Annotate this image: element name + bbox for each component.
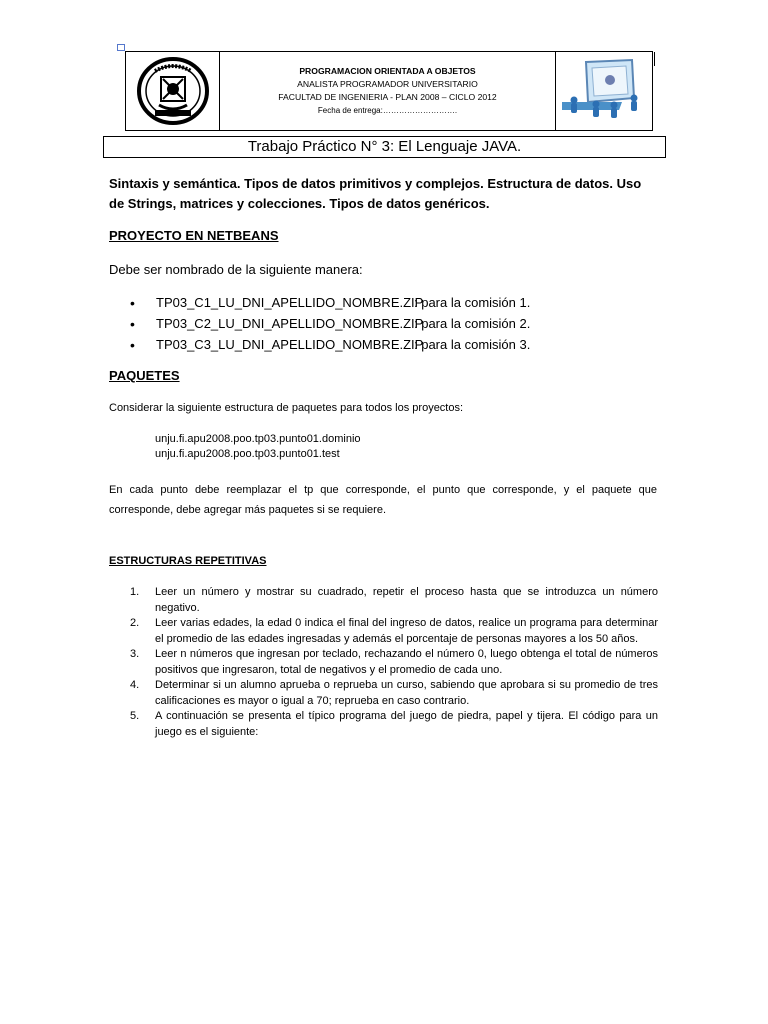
document-title: Trabajo Práctico N° 3: El Lenguaje JAVA. [103, 136, 666, 158]
zip-name: TP03_C1_LU_DNI_APELLIDO_NOMBRE.ZIP [156, 295, 424, 310]
people-computer-logo [556, 52, 652, 130]
package-list [155, 432, 361, 462]
header-table [125, 51, 653, 131]
university-seal-icon [133, 55, 213, 127]
proyecto-heading: PROYECTO EN NETBEANS [109, 228, 279, 243]
list-item [130, 647, 658, 678]
list-item [130, 678, 658, 709]
bullet-icon: • [130, 294, 135, 311]
due-date: Fecha de entrega:………………………. [317, 106, 458, 115]
item-number: 2. [130, 617, 140, 629]
zip-name: TP03_C2_LU_DNI_APELLIDO_NOMBRE.ZIP [156, 316, 424, 331]
zip-desc: : para la comisión 1. [414, 295, 531, 310]
list-item [130, 585, 658, 616]
header-text [220, 52, 556, 130]
proyecto-lead: Debe ser nombrado de la siguiente manera: [109, 262, 363, 277]
zip-name: TP03_C3_LU_DNI_APELLIDO_NOMBRE.ZIP [156, 337, 424, 352]
intro-paragraph: Sintaxis y semántica. Tipos de datos primitivos y complejos. Estructura de datos. Uso de Strings, matrices y colecciones. Tipos de datos genéricos. [109, 176, 642, 211]
university-seal [126, 52, 220, 130]
zip-desc: : para la comisión 2. [414, 316, 531, 331]
estructuras-heading: ESTRUCTURAS REPETITIVAS [109, 555, 267, 567]
paquetes-lead: Considerar la siguiente estructura de paquetes para todos los proyectos: [109, 402, 464, 414]
bullet-icon: • [130, 315, 135, 332]
list-item [130, 313, 530, 334]
item-text: Leer un número y mostrar su cuadrado, repetir el proceso hasta que se introduzca un número negativo. [155, 586, 658, 614]
package-test: unju.fi.apu2008.poo.tp03.punto01.test [155, 448, 340, 460]
faculty-plan: FACULTAD DE INGENIERIA - PLAN 2008 – CICLO 2012 [278, 92, 497, 102]
item-number: 5. [130, 710, 140, 722]
item-text: Leer varias edades, la edad 0 indica el final del ingreso de datos, realice un programa para determinar el promedio de las edades ingresadas y además el porcentaje de personas mayores a los 50 años. [155, 617, 658, 645]
career-name: ANALISTA PROGRAMADOR UNIVERSITARIO [297, 79, 478, 89]
item-text: A continuación se presenta el típico programa del juego de piedra, papel y tijera. El código para un juego es el siguiente: [155, 710, 658, 738]
image-placeholder-icon [117, 44, 125, 51]
paquetes-note: En cada punto debe reemplazar el tp que corresponde, el punto que corresponde, y el paquete que corresponde, debe agregar más paquetes si se requiere. [109, 484, 657, 516]
item-number: 3. [130, 648, 140, 660]
paquetes-heading: PAQUETES [109, 368, 180, 383]
item-number: 4. [130, 679, 140, 691]
list-item [130, 616, 658, 647]
list-item [130, 709, 658, 740]
list-item [130, 292, 530, 313]
course-name: PROGRAMACION ORIENTADA A OBJETOS [299, 66, 476, 76]
bullet-icon: • [130, 336, 135, 353]
item-number: 1. [130, 586, 140, 598]
proyecto-list [130, 292, 530, 355]
list-item [130, 334, 530, 355]
zip-desc: : para la comisión 3. [414, 337, 531, 352]
item-text: Determinar si un alumno aprueba o reprueba un curso, sabiendo que aprobara si su promedio de tres calificaciones es mayor o igual a 70; reprueba en caso contrario. [155, 679, 658, 707]
exercise-list [130, 585, 658, 740]
edge-mark [654, 52, 655, 66]
item-text: Leer n números que ingresan por teclado, rechazando el número 0, luego obtenga el total de números positivos que ingresaron, total de negativos y el promedio de cada uno. [155, 648, 658, 676]
people-computer-icon [562, 58, 646, 124]
package-dominio: unju.fi.apu2008.poo.tp03.punto01.dominio [155, 433, 361, 445]
